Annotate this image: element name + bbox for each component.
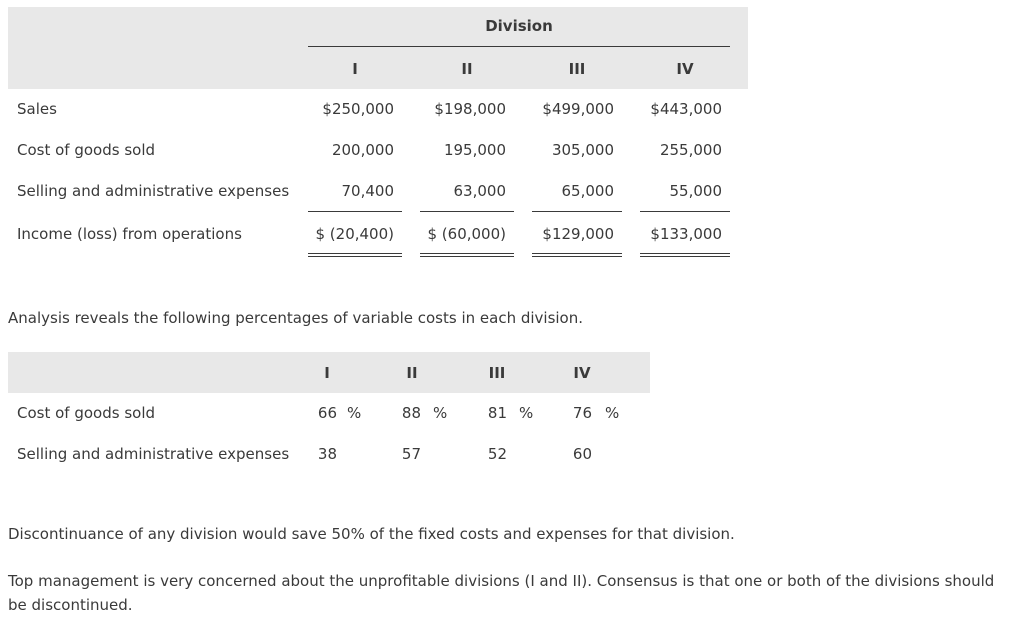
pct-row-label-selling-admin: Selling and administrative expenses <box>17 445 290 463</box>
row-label-income: Income (loss) from operations <box>17 225 242 243</box>
cell-selling-admin-IV: 55,000 <box>669 182 722 200</box>
pct-column-header-II: II <box>406 364 418 382</box>
subtotal-rule-II <box>420 211 514 212</box>
pct-selling-admin-IV: 60 <box>572 445 592 463</box>
total-rule-II-b <box>420 256 514 257</box>
column-header-III: III <box>568 60 586 78</box>
cell-sales-I: $250,000 <box>322 100 394 118</box>
column-header-IV: IV <box>676 60 694 78</box>
total-rule-IV-a <box>640 253 730 254</box>
total-rule-I-b <box>308 256 402 257</box>
pct-selling-admin-I: 38 <box>317 445 337 463</box>
pct-cogs-I-unit: % <box>347 404 362 422</box>
pct-selling-admin-II: 57 <box>401 445 421 463</box>
cell-income-I: $ (20,400) <box>315 225 394 243</box>
cell-cogs-III: 305,000 <box>551 141 614 159</box>
pct-cogs-I: 66 <box>317 404 337 422</box>
row-label-selling-admin: Selling and administrative expenses <box>17 182 290 200</box>
pct-cogs-IV: 76 <box>572 404 592 422</box>
cell-cogs-IV: 255,000 <box>659 141 722 159</box>
column-header-II: II <box>461 60 473 78</box>
discontinuance-text: Discontinuance of any division would save 50% of the fixed costs and expenses for that division. <box>8 525 735 543</box>
cell-sales-III: $499,000 <box>542 100 614 118</box>
cell-cogs-II: 195,000 <box>443 141 506 159</box>
cell-income-IV: $133,000 <box>650 225 722 243</box>
cell-selling-admin-II: 63,000 <box>453 182 506 200</box>
cell-selling-admin-III: 65,000 <box>561 182 614 200</box>
pct-row-label-cogs: Cost of goods sold <box>17 404 156 422</box>
total-rule-I-a <box>308 253 402 254</box>
analysis-text: Analysis reveals the following percentages of variable costs in each division. <box>8 309 584 327</box>
cell-income-III: $129,000 <box>542 225 614 243</box>
pct-column-header-IV: IV <box>573 364 591 382</box>
pct-selling-admin-III: 52 <box>487 445 507 463</box>
pct-cogs-III: 81 <box>487 404 507 422</box>
total-rule-III-b <box>532 256 622 257</box>
management-text: Top management is very concerned about the unprofitable divisions (I and II). Consensus is that one or both of the divisions should be discontinued. <box>8 572 995 614</box>
pct-cogs-II: 88 <box>401 404 421 422</box>
pct-column-header-III: III <box>488 364 506 382</box>
pct-cogs-IV-unit: % <box>605 404 620 422</box>
row-label-sales: Sales <box>17 100 57 118</box>
pct-column-header-I: I <box>324 364 330 382</box>
pct-cogs-III-unit: % <box>519 404 534 422</box>
subtotal-rule-III <box>532 211 622 212</box>
cell-selling-admin-I: 70,400 <box>341 182 394 200</box>
pct-cogs-II-unit: % <box>433 404 448 422</box>
total-rule-IV-b <box>640 256 730 257</box>
total-rule-II-a <box>420 253 514 254</box>
subtotal-rule-I <box>308 211 402 212</box>
column-header-I: I <box>352 60 358 78</box>
total-rule-III-a <box>532 253 622 254</box>
cell-sales-II: $198,000 <box>434 100 506 118</box>
division-header-rule <box>308 46 730 47</box>
cell-sales-IV: $443,000 <box>650 100 722 118</box>
row-label-cogs: Cost of goods sold <box>17 141 156 159</box>
cell-cogs-I: 200,000 <box>331 141 394 159</box>
division-header: Division <box>485 17 553 35</box>
cell-income-II: $ (60,000) <box>427 225 506 243</box>
subtotal-rule-IV <box>640 211 730 212</box>
